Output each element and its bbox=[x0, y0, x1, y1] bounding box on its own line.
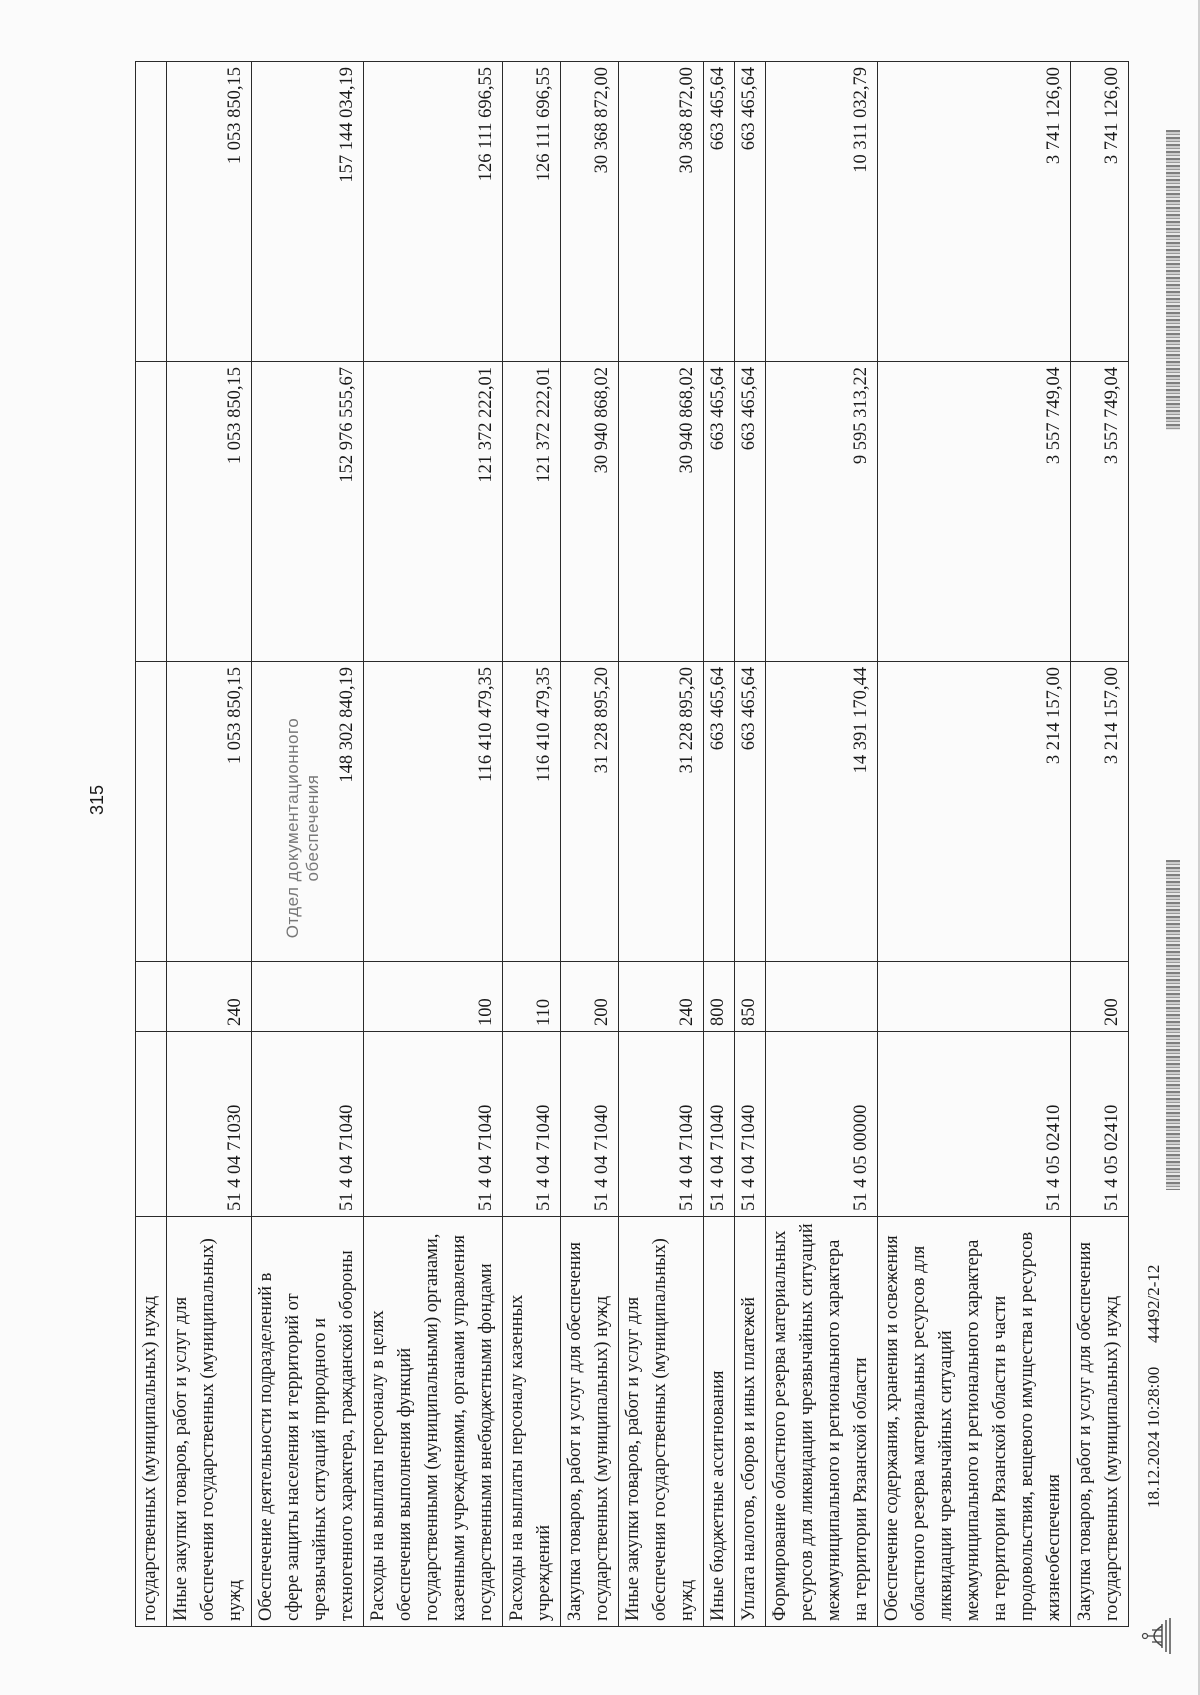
expense-type-cell: 240 bbox=[167, 962, 252, 1032]
table-row bbox=[704, 62, 735, 1627]
amount-year3-cell: 157 144 034,19 bbox=[252, 62, 364, 362]
row-name-cell: Иные закупки товаров, работ и услуг для обеспечения государственных (муниципальных) нужд bbox=[167, 1217, 252, 1627]
amount-year3-cell: 663 465,64 bbox=[735, 62, 766, 362]
expense-type-cell: 100 bbox=[364, 962, 503, 1032]
table-row bbox=[735, 62, 766, 1627]
row-name-cell: Формирование областного резерва материальных ресурсов для ликвидации чрезвычайных ситуаций межмуниципального и регионального характера на территории Рязанской области bbox=[766, 1217, 878, 1627]
amount-year1-cell: 31 228 895,20 bbox=[619, 662, 704, 962]
amount-year1-cell: 3 214 157,00 bbox=[1071, 662, 1129, 962]
amount-year1-cell: 31 228 895,20 bbox=[561, 662, 619, 962]
row-name-cell: Закупка товаров, работ и услуг для обеспечения государственных (муниципальных) нужд bbox=[561, 1217, 619, 1627]
target-code-cell: 51 4 04 71040 bbox=[619, 1032, 704, 1217]
emblem-icon bbox=[1140, 1614, 1174, 1658]
amount-year3-cell: 1 053 850,15 bbox=[167, 62, 252, 362]
row-name-cell: Обеспечение деятельности подразделений в сфере защиты населения и территорий от чрезвычайных ситуаций природного и техногенного характера, гражданской обороны bbox=[252, 1217, 364, 1627]
row-name-cell: государственных (муниципальных) нужд bbox=[136, 1217, 167, 1627]
amount-year3-cell: 30 368 872,00 bbox=[619, 62, 704, 362]
table-row bbox=[561, 62, 619, 1627]
amount-year2-cell: 121 372 222,01 bbox=[503, 362, 561, 662]
amount-year1-cell: 116 410 479,35 bbox=[364, 662, 503, 962]
amount-year2-cell: 663 465,64 bbox=[735, 362, 766, 662]
amount-year2-cell: 1 053 850,15 bbox=[167, 362, 252, 662]
footer-datetime: 18.12.2024 10:28:00 bbox=[1144, 1366, 1163, 1508]
budget-table bbox=[135, 61, 1129, 1627]
stamp-line-1: Отдел документационного bbox=[283, 717, 302, 939]
amount-year1-cell: 1 053 850,15 bbox=[167, 662, 252, 962]
row-name-cell: Закупка товаров, работ и услуг для обеспечения государственных (муниципальных) нужд bbox=[1071, 1217, 1129, 1627]
table-row bbox=[167, 62, 252, 1627]
target-code-cell: 51 4 04 71040 bbox=[735, 1032, 766, 1217]
expense-type-cell bbox=[878, 962, 1071, 1032]
target-code-cell: 51 4 05 00000 bbox=[766, 1032, 878, 1217]
amount-year1-cell: 663 465,64 bbox=[735, 662, 766, 962]
table-row bbox=[1071, 62, 1129, 1627]
table-row bbox=[766, 62, 878, 1627]
footer-doc-number: 44492/2-12 bbox=[1144, 1264, 1163, 1343]
row-name-cell: Расходы на выплаты персоналу в целях обеспечения выполнения функций государственными (муниципальными) органами, казенными учреждениями, органами управления государственными внебюджетными фондами bbox=[364, 1217, 503, 1627]
amount-year3-cell: 10 311 032,79 bbox=[766, 62, 878, 362]
row-name-cell: Расходы на выплаты персоналу казенных учреждений bbox=[503, 1217, 561, 1627]
amount-year1-cell: 116 410 479,35 bbox=[503, 662, 561, 962]
amount-year2-cell: 9 595 313,22 bbox=[766, 362, 878, 662]
target-code-cell: 51 4 04 71030 bbox=[167, 1032, 252, 1217]
page-footer bbox=[1138, 78, 1178, 1658]
amount-year3-cell: 126 111 696,55 bbox=[364, 62, 503, 362]
target-code-cell: 51 4 04 71040 bbox=[704, 1032, 735, 1217]
amount-year2-cell: 3 557 749,04 bbox=[1071, 362, 1129, 662]
amount-year3-cell bbox=[136, 62, 167, 362]
target-code-cell: 51 4 04 71040 bbox=[561, 1032, 619, 1217]
table-row bbox=[619, 62, 704, 1627]
amount-year2-cell: 152 976 555,67 bbox=[252, 362, 364, 662]
amount-year1-cell bbox=[136, 662, 167, 962]
amount-year2-cell: 663 465,64 bbox=[704, 362, 735, 662]
row-name-cell: Уплата налогов, сборов и иных платежей bbox=[735, 1217, 766, 1627]
amount-year3-cell: 663 465,64 bbox=[704, 62, 735, 362]
table-row bbox=[503, 62, 561, 1627]
target-code-cell: 51 4 04 71040 bbox=[364, 1032, 503, 1217]
expense-type-cell: 200 bbox=[561, 962, 619, 1032]
target-code-cell: 51 4 05 02410 bbox=[878, 1032, 1071, 1217]
row-name-cell: Иные бюджетные ассигнования bbox=[704, 1217, 735, 1627]
amount-year2-cell: 121 372 222,01 bbox=[364, 362, 503, 662]
amount-year3-cell: 3 741 126,00 bbox=[1071, 62, 1129, 362]
amount-year2-cell: 30 940 868,02 bbox=[619, 362, 704, 662]
amount-year1-cell: 663 465,64 bbox=[704, 662, 735, 962]
amount-year1-cell: 14 391 170,44 bbox=[766, 662, 878, 962]
table-row bbox=[878, 62, 1071, 1627]
amount-year3-cell: 126 111 696,55 bbox=[503, 62, 561, 362]
expense-type-cell: 240 bbox=[619, 962, 704, 1032]
amount-year3-cell: 30 368 872,00 bbox=[561, 62, 619, 362]
amount-year2-cell: 30 940 868,02 bbox=[561, 362, 619, 662]
target-code-cell: 51 4 05 02410 bbox=[1071, 1032, 1129, 1217]
expense-type-cell bbox=[766, 962, 878, 1032]
expense-type-cell bbox=[136, 962, 167, 1032]
amount-year3-cell: 3 741 126,00 bbox=[878, 62, 1071, 362]
table-row bbox=[364, 62, 503, 1627]
table-row bbox=[136, 62, 167, 1627]
expense-type-cell: 200 bbox=[1071, 962, 1129, 1032]
target-code-cell bbox=[136, 1032, 167, 1217]
row-name-cell: Обеспечение содержания, хранения и освежения областного резерва материальных ресурсов для ликвидации чрезвычайных ситуаций межмуниципального и регионального характера на территории Рязанской области в части продовольствия, вещевого имущества и ресурсов жизнеобеспечения bbox=[878, 1217, 1071, 1627]
amount-year2-cell bbox=[136, 362, 167, 662]
amount-year2-cell: 3 557 749,04 bbox=[878, 362, 1071, 662]
page-number: 315 bbox=[87, 784, 107, 815]
target-code-cell: 51 4 04 71040 bbox=[503, 1032, 561, 1217]
target-code-cell: 51 4 04 71040 bbox=[252, 1032, 364, 1217]
table-row bbox=[252, 62, 364, 1627]
expense-type-cell bbox=[252, 962, 364, 1032]
amount-year1-cell: 3 214 157,00 bbox=[878, 662, 1071, 962]
amount-year1-cell: 148 302 840,19 bbox=[252, 662, 364, 962]
expense-type-cell: 850 bbox=[735, 962, 766, 1032]
expense-type-cell: 110 bbox=[503, 962, 561, 1032]
row-name-cell: Иные закупки товаров, работ и услуг для обеспечения государственных (муниципальных) нужд bbox=[619, 1217, 704, 1627]
expense-type-cell: 800 bbox=[704, 962, 735, 1032]
stamp-line-2: обеспечения bbox=[303, 774, 322, 882]
